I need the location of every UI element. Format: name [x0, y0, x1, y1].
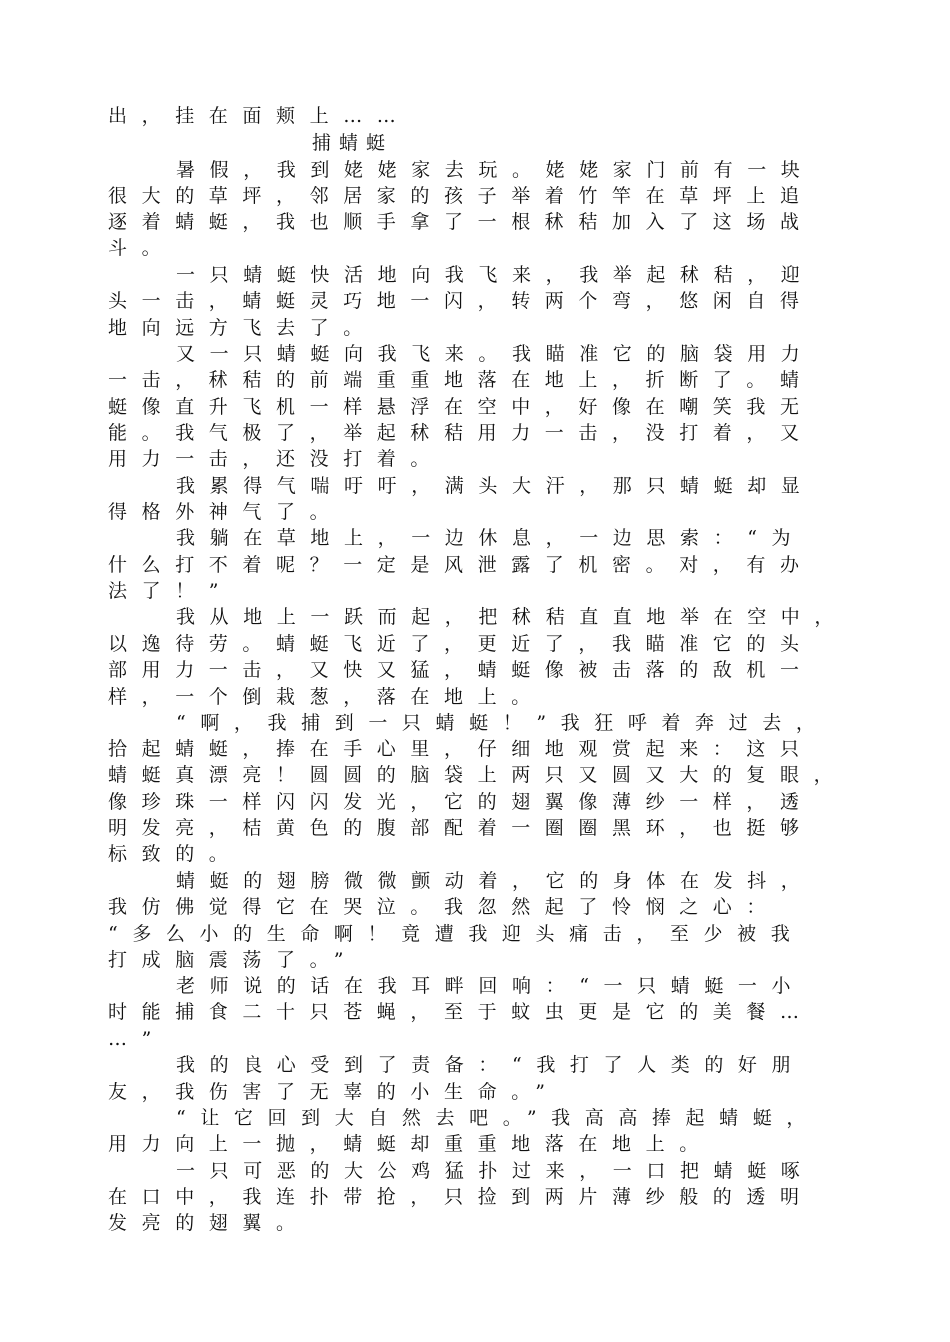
- text-line: 什么打不着呢？一定是风泄露了机密。对，有办: [108, 554, 814, 576]
- text-line: 头一击，蜻蜓灵巧地一闪，转两个弯，悠闲自得: [108, 290, 814, 312]
- text-line: 在口中，我连扑带抢，只捡到两片薄纱般的透明: [108, 1186, 814, 1208]
- text-line: 用力向上一抛，蜻蜓却重重地落在地上。: [108, 1133, 713, 1155]
- text-line: 一只蜻蜓快活地向我飞来，我举起秫秸，迎: [176, 264, 815, 286]
- text-line: 以逸待劳。蜻蜓飞近了，更近了，我瞄准它的头: [108, 633, 814, 655]
- text-line: “让它回到大自然去吧。”我高高捧起蜻蜓，: [176, 1107, 820, 1129]
- text-line: 拾起蜻蜓，捧在手心里，仔细地观赏起来：这只: [108, 738, 814, 760]
- text-line: 打成脑震荡了。”: [108, 949, 359, 971]
- text-line: 我的良心受到了责备：“我打了人类的好朋: [176, 1054, 806, 1076]
- text-line: 蜻蜓的翅膀微微颤动着，它的身体在发抖，: [176, 870, 815, 892]
- text-line: 明发亮，桔黄色的腹部配着一圈圈黑环，也挺够: [108, 817, 814, 839]
- text-line: 像珍珠一样闪闪发光，它的翅翼像薄纱一样，透: [108, 791, 814, 813]
- text-line: 蜓像直升飞机一样悬浮在空中，好像在嘲笑我无: [108, 396, 814, 418]
- text-line: 很大的草坪，邻居家的孩子举着竹竿在草坪上追: [108, 185, 814, 207]
- text-line: 样，一个倒栽葱，落在地上。: [108, 686, 545, 708]
- text-line: 时能捕食二十只苍蝇，至于蚊虫更是它的美餐…: [108, 1001, 814, 1023]
- text-line: 我从地上一跃而起，把秫秸直直地举在空中，: [176, 606, 849, 628]
- text-line: 法了！”: [108, 580, 234, 602]
- text-line: 蜻蜓真漂亮！圆圆的脑袋上两只又圆又大的复眼，: [108, 764, 848, 786]
- text-line: 逐着蜻蜓，我也顺手拿了一根秫秸加入了这场战: [108, 211, 814, 233]
- text-line: 我仿佛觉得它在哭泣。我忽然起了怜悯之心：: [108, 896, 781, 918]
- text-line: 斗。: [108, 237, 176, 259]
- text-line: 一击，秫秸的前端重重地落在地上，折断了。蜻: [108, 369, 814, 391]
- text-line: 我躺在草地上，一边休息，一边思索：“为: [176, 527, 806, 549]
- text-line: …”: [108, 1028, 166, 1050]
- text-line: 老师说的话在我耳畔回响：“一只蜻蜓一小: [176, 975, 806, 997]
- text-line: 友，我伤害了无辜的小生命。”: [108, 1081, 560, 1103]
- text-line: 出，挂在面颊上……: [108, 105, 411, 127]
- text-line: 暑假，我到姥姥家去玩。姥姥家门前有一块: [176, 159, 815, 181]
- text-line: 能。我气极了，举起秫秸用力一击，没打着，又: [108, 422, 814, 444]
- text-line: “啊，我捕到一只蜻蜓！”我狂呼着奔过去，: [176, 712, 830, 734]
- text-line: 得格外神气了。: [108, 501, 344, 523]
- text-line: 一只可恶的大公鸡猛扑过来，一口把蜻蜓啄: [176, 1160, 815, 1182]
- text-line: 部用力一击，又快又猛，蜻蜓像被击落的敌机一: [108, 659, 814, 681]
- text-line: 用力一击，还没打着。: [108, 448, 445, 470]
- text-line: 标致的。: [108, 843, 243, 865]
- text-line: “多么小的生命啊！竟遭我迎头痛击，至少被我: [108, 923, 805, 945]
- text-line: 地向远方飞去了。: [108, 317, 377, 339]
- text-line: 发亮的翅翼。: [108, 1212, 310, 1234]
- text-line: 又一只蜻蜓向我飞来。我瞄准它的脑袋用力: [176, 343, 815, 365]
- essay-title: 捕蜻蜓: [312, 132, 394, 154]
- text-line: 我累得气喘吁吁，满头大汗，那只蜻蜓却显: [176, 475, 815, 497]
